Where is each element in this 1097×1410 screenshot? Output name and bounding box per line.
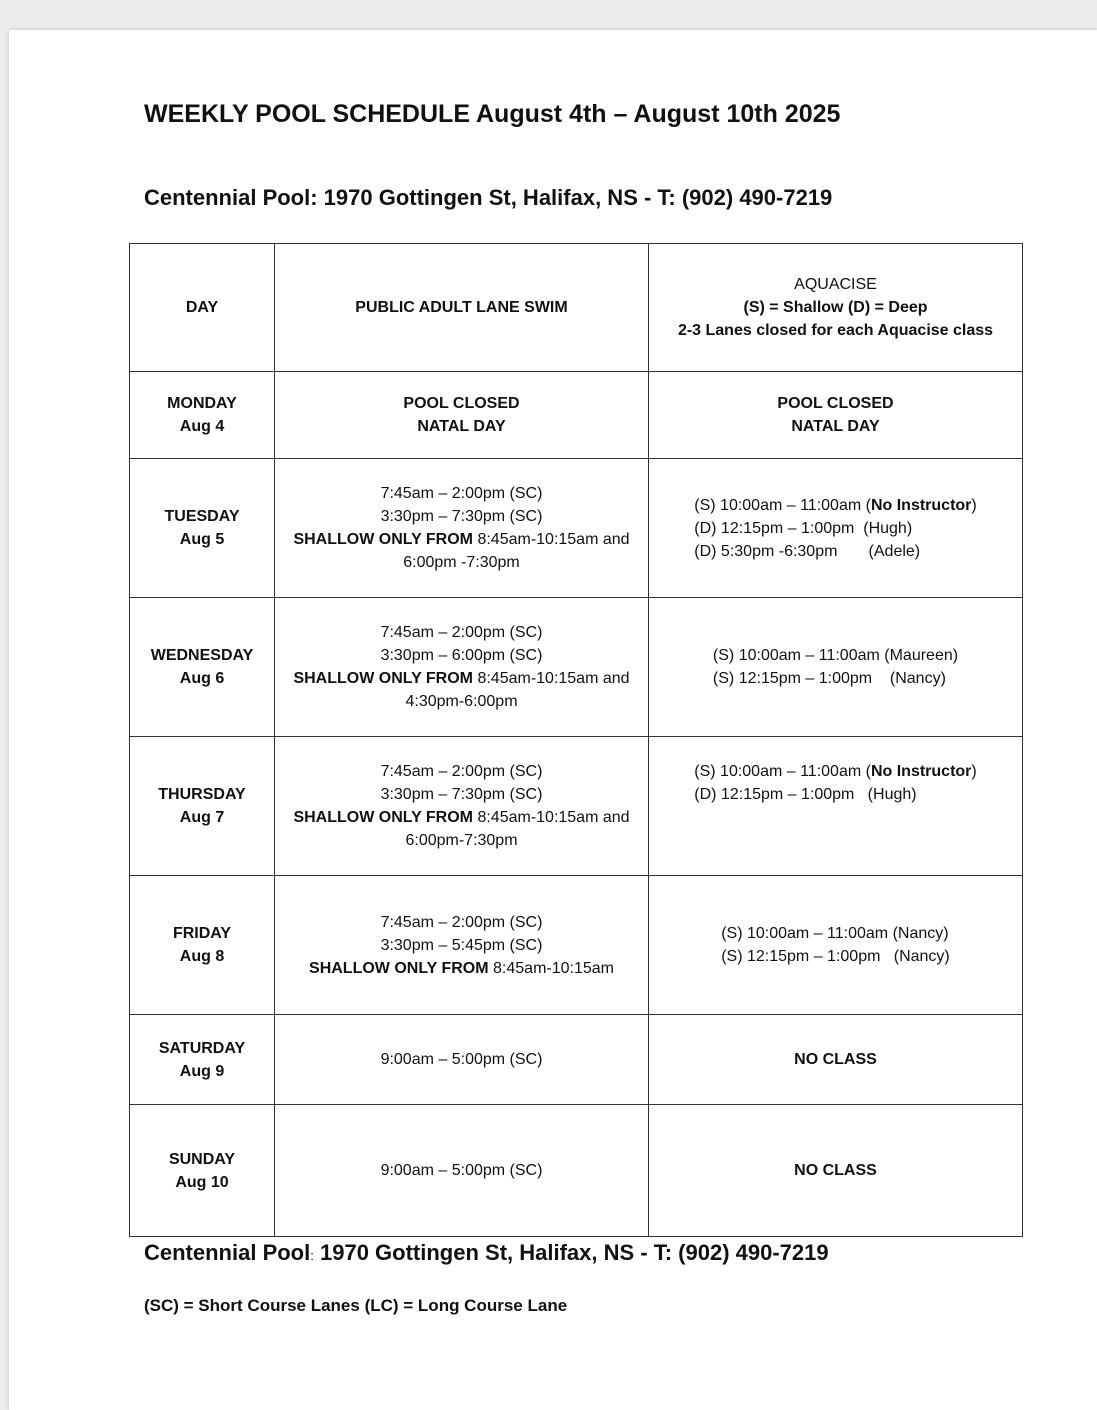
day-name: MONDAY [167,395,237,412]
day-cell [130,459,275,598]
lane-swim-line [281,911,642,934]
aquacise-line [721,922,950,945]
aquacise-text: NO CLASS [794,1051,877,1068]
lane-swim-text: 9:00am – 5:00pm (SC) [380,1162,543,1179]
aquacise-list [713,644,958,690]
aquacise-line [777,415,893,438]
aquacise-line [777,392,893,415]
day-cell [130,737,275,876]
lane-swim-line [281,957,642,980]
lane-swim-line [281,505,642,528]
lane-swim-text: POOL CLOSED [403,395,520,412]
aquacise-list [694,494,976,563]
day-cell [130,1015,275,1105]
aquacise-text: (S) 12:15pm – 1:00pm (Nancy) [721,948,950,965]
aquacise-cell [649,598,1023,737]
lane-swim-line [281,551,642,574]
lane-swim-line [281,528,642,551]
aquacise-text-close: ) [971,496,977,514]
day-cell [130,876,275,1015]
lane-swim-line [281,482,642,505]
aquacise-list [794,1048,877,1071]
lane-swim-text: 6:00pm -7:30pm [403,554,520,571]
aquacise-cell [649,372,1023,459]
pool-address-header: Centennial Pool: 1970 Gottingen St, Halifax, NS - T: (902) 490-7219 [144,185,833,210]
lane-swim-text: 8:45am-10:15am and [473,531,630,548]
lane-swim-line [281,667,642,690]
aquacise-text: NO CLASS [794,1162,877,1179]
aquacise-cell [649,459,1023,598]
schedule-body [130,372,1023,1237]
table-header-row [130,244,1023,372]
lane-swim-cell [275,459,649,598]
lane-swim-text: 7:45am – 2:00pm (SC) [380,485,543,502]
header-aquacise [649,244,1023,372]
lane-swim-line [281,621,642,644]
aquacise-text: (D) 12:15pm – 1:00pm (Hugh) [694,786,917,803]
aquacise-text: (S) 10:00am – 11:00am (Maureen) [712,647,959,664]
aquacise-text: (S) 10:00am – 11:00am ( [694,763,871,780]
aquacise-line [694,760,976,783]
lane-swim-text: 3:30pm – 6:00pm (SC) [380,647,543,664]
day-date: Aug 5 [179,531,225,548]
table-row [130,737,1023,876]
table-row [130,876,1023,1015]
table-row [130,1015,1023,1105]
aquacise-line [694,540,976,563]
lane-swim-cell [275,737,649,876]
lane-swim-line [281,1159,642,1182]
aquacise-cell [649,1105,1023,1237]
aquacise-line [794,1159,877,1182]
page-title: WEEKLY POOL SCHEDULE August 4th – August 10th 2025 [144,100,841,128]
aquacise-text-close: ) [971,763,977,780]
day-date: Aug 7 [179,809,225,826]
footer-separator: : [310,1248,314,1263]
shallow-only-label: SHALLOW ONLY FROM [309,959,489,977]
lane-swim-cell [275,372,649,459]
header-aquacise-legend: (S) = Shallow (D) = Deep [743,299,928,316]
header-day: DAY [130,244,275,372]
lane-swim-line [281,415,642,438]
lane-swim-line [281,806,642,829]
aquacise-text: POOL CLOSED [777,395,894,412]
day-cell [130,1105,275,1237]
day-name: FRIDAY [172,925,232,942]
day-name: TUESDAY [164,508,240,525]
header-lane-swim: PUBLIC ADULT LANE SWIM [275,244,649,372]
aquacise-line [713,644,958,667]
instructor-note: No Instructor [870,763,972,780]
lane-swim-text: 4:30pm-6:00pm [405,693,518,710]
lane-swim-line [281,1048,642,1071]
lane-swim-text: 8:45am-10:15am and [473,670,630,687]
pool-address-footer [144,1240,829,1266]
aquacise-text: (S) 10:00am – 11:00am ( [694,496,871,514]
lane-swim-text: 7:45am – 2:00pm (SC) [380,624,543,641]
day-date: Aug 4 [179,418,225,435]
aquacise-cell [649,737,1023,876]
day-name: THURSDAY [158,786,246,803]
day-name: SATURDAY [158,1039,246,1057]
aquacise-list [694,760,976,806]
shallow-only-label: SHALLOW ONLY FROM [293,531,473,548]
day-cell [130,372,275,459]
day-name: SUNDAY [168,1150,236,1168]
table-row [130,598,1023,737]
day-date: Aug 10 [175,1173,229,1191]
aquacise-line [794,1048,877,1071]
aquacise-list [721,922,950,968]
lane-swim-text: 7:45am – 2:00pm (SC) [380,763,543,780]
schedule-table [129,243,1023,1237]
table-row [130,1105,1023,1237]
table-row [130,459,1023,598]
lane-swim-cell [275,1015,649,1105]
day-date: Aug 9 [179,1062,225,1080]
lane-swim-line [281,760,642,783]
aquacise-line [713,667,958,690]
lane-swim-cell [275,598,649,737]
aquacise-cell [649,876,1023,1015]
lane-swim-line [281,644,642,667]
lane-swim-text: 8:45am-10:15am [488,959,614,977]
aquacise-text: (D) 12:15pm – 1:00pm (Hugh) [694,519,913,537]
aquacise-line [694,517,976,540]
day-date: Aug 8 [179,948,225,965]
footer-pool-name: Centennial Pool [144,1240,311,1265]
aquacise-list [777,392,893,438]
aquacise-text: (S) 12:15pm – 1:00pm (Nancy) [712,670,946,687]
day-cell [130,598,275,737]
lane-swim-cell [275,1105,649,1237]
aquacise-line [721,945,950,968]
lane-swim-text: 3:30pm – 7:30pm (SC) [380,786,543,803]
aquacise-line [694,783,976,806]
aquacise-line [694,494,976,517]
lane-swim-cell [275,876,649,1015]
lane-swim-line [281,829,642,852]
lane-swim-text: 7:45am – 2:00pm (SC) [380,913,543,931]
lane-swim-text: NATAL DAY [417,418,506,435]
day-name: WEDNESDAY [150,647,254,664]
aquacise-text: NATAL DAY [791,418,880,435]
footer-address: 1970 Gottingen St, Halifax, NS - T: (902) 490-7219 [313,1240,829,1265]
lane-swim-line [281,690,642,713]
instructor-note: No Instructor [870,496,972,514]
header-aquacise-title: AQUACISE [794,276,877,293]
lane-swim-text: 3:30pm – 5:45pm (SC) [380,936,543,954]
lane-swim-text: 6:00pm-7:30pm [405,832,518,849]
day-date: Aug 6 [179,670,225,687]
shallow-only-label: SHALLOW ONLY FROM [293,809,473,826]
aquacise-list [794,1159,877,1182]
shallow-only-label: SHALLOW ONLY FROM [293,670,473,687]
lane-swim-text: 8:45am-10:15am and [473,809,630,826]
aquacise-text: (D) 5:30pm -6:30pm (Adele) [694,542,921,560]
lane-swim-line [281,392,642,415]
lane-swim-text: 9:00am – 5:00pm (SC) [380,1051,543,1068]
aquacise-cell [649,1015,1023,1105]
table-row [130,372,1023,459]
lane-swim-text: 3:30pm – 7:30pm (SC) [380,508,543,525]
lane-swim-line [281,783,642,806]
lane-legend: (SC) = Short Course Lanes (LC) = Long Course Lane [144,1296,568,1315]
document-page [9,30,1097,1410]
lane-swim-line [281,934,642,957]
header-aquacise-note: 2-3 Lanes closed for each Aquacise class [677,322,994,339]
aquacise-text: (S) 10:00am – 11:00am (Nancy) [721,925,949,942]
